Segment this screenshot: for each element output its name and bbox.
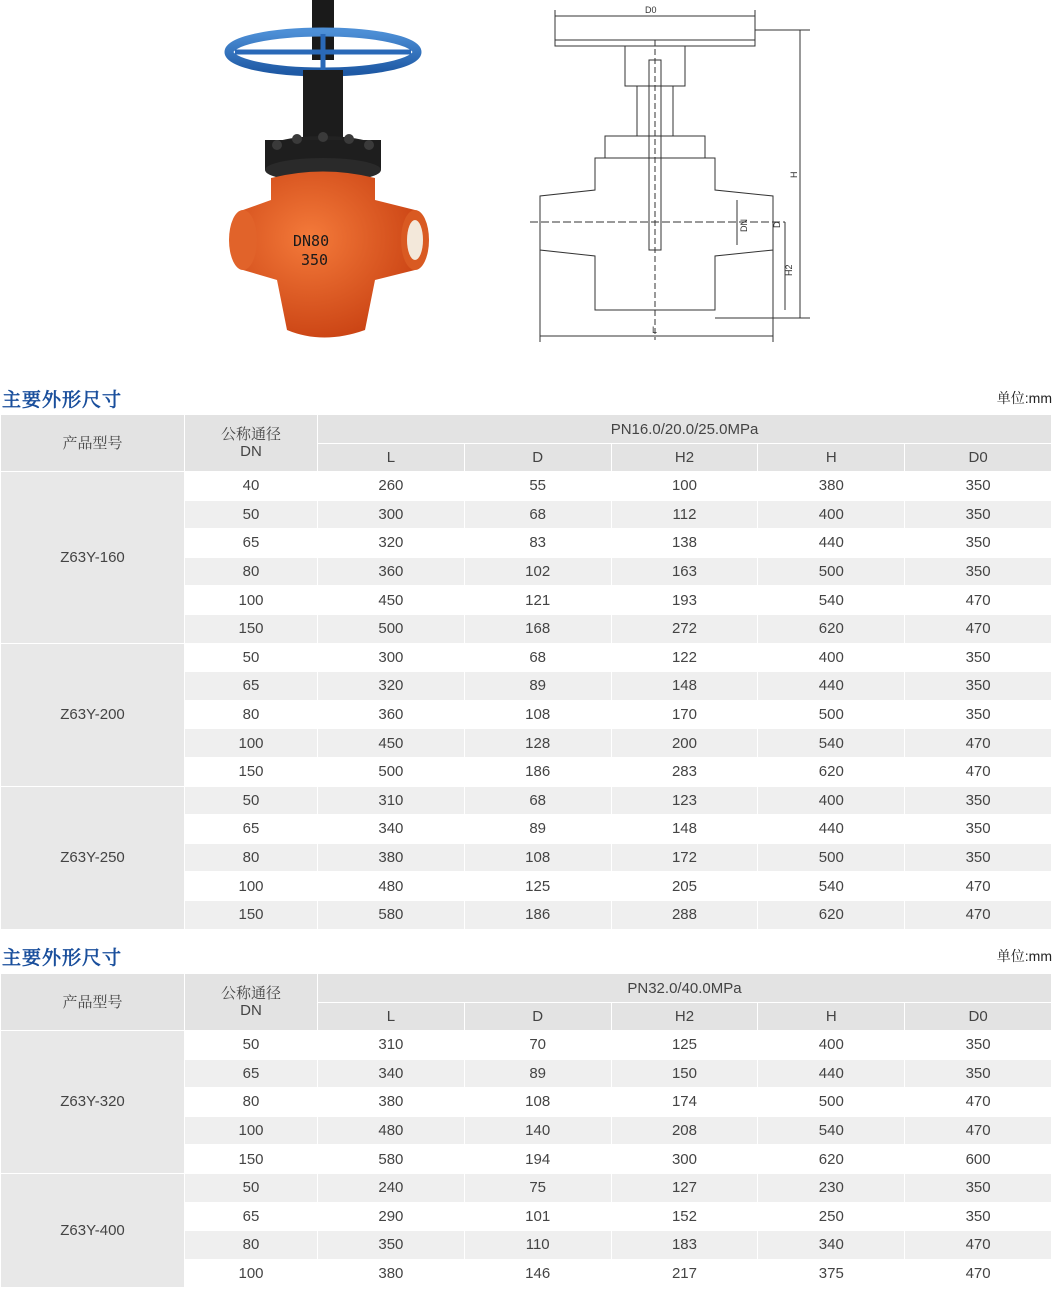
value-cell: 320 (318, 672, 465, 701)
dn-cell: 50 (185, 500, 318, 529)
value-cell: 112 (611, 500, 758, 529)
table-row (1, 786, 1052, 815)
dn-cell: 80 (185, 700, 318, 729)
value-cell: 380 (318, 1259, 465, 1288)
value-cell: 168 (464, 614, 611, 643)
value-cell: 283 (611, 757, 758, 786)
dn-cell: 65 (185, 815, 318, 844)
dn-cell: 50 (185, 786, 318, 815)
value-cell: 470 (905, 729, 1052, 758)
header-col-h: H (758, 1003, 905, 1031)
value-cell: 350 (318, 1231, 465, 1260)
table-row (1, 1031, 1052, 1060)
header-col-d: D (464, 1003, 611, 1031)
header-col-d: D (464, 444, 611, 472)
value-cell: 540 (758, 586, 905, 615)
value-cell: 200 (611, 729, 758, 758)
header-col-h: H (758, 444, 905, 472)
value-cell: 500 (758, 1088, 905, 1117)
value-cell: 110 (464, 1231, 611, 1260)
value-cell: 470 (905, 586, 1052, 615)
value-cell: 375 (758, 1259, 905, 1288)
unit-label-1: 单位:mm (996, 390, 1052, 406)
value-cell: 260 (318, 472, 465, 501)
unit-label-2: 单位:mm (996, 948, 1052, 964)
dn-cell: 100 (185, 586, 318, 615)
value-cell: 470 (905, 614, 1052, 643)
value-cell: 172 (611, 843, 758, 872)
value-cell: 440 (758, 815, 905, 844)
value-cell: 300 (318, 643, 465, 672)
value-cell: 152 (611, 1202, 758, 1231)
value-cell: 108 (464, 1088, 611, 1117)
value-cell: 350 (905, 843, 1052, 872)
photo-marking-dn: DN80 (293, 232, 330, 250)
value-cell: 480 (318, 872, 465, 901)
value-cell: 240 (318, 1173, 465, 1202)
value-cell: 400 (758, 1031, 905, 1060)
value-cell: 310 (318, 786, 465, 815)
section-title-1: 主要外形尺寸 (2, 390, 123, 411)
valve-drawing (525, 0, 825, 350)
value-cell: 350 (905, 529, 1052, 558)
value-cell: 101 (464, 1202, 611, 1231)
value-cell: 350 (905, 1031, 1052, 1060)
value-cell: 350 (905, 1059, 1052, 1088)
value-cell: 470 (905, 1116, 1052, 1145)
value-cell: 580 (318, 1145, 465, 1174)
value-cell: 183 (611, 1231, 758, 1260)
value-cell: 380 (758, 472, 905, 501)
value-cell: 600 (905, 1145, 1052, 1174)
value-cell: 470 (905, 1088, 1052, 1117)
value-cell: 288 (611, 900, 758, 929)
value-cell: 350 (905, 500, 1052, 529)
value-cell: 123 (611, 786, 758, 815)
value-cell: 620 (758, 1145, 905, 1174)
table-row (1, 1173, 1052, 1202)
header-col-d0: D0 (905, 1003, 1052, 1031)
table-row (1, 643, 1052, 672)
header-dn: 公称通径 DN (185, 974, 318, 1031)
value-cell: 500 (318, 757, 465, 786)
value-cell: 470 (905, 900, 1052, 929)
value-cell: 620 (758, 614, 905, 643)
value-cell: 310 (318, 1031, 465, 1060)
photo-marking-pn: 350 (301, 251, 329, 269)
dimension-table-2 (0, 973, 1052, 1288)
header-pressure: PN32.0/40.0MPa (318, 974, 1052, 1003)
dn-cell: 150 (185, 1145, 318, 1174)
value-cell: 450 (318, 729, 465, 758)
label-h2: H2 (784, 264, 794, 276)
value-cell: 540 (758, 1116, 905, 1145)
value-cell: 360 (318, 557, 465, 586)
dn-cell: 80 (185, 843, 318, 872)
value-cell: 360 (318, 700, 465, 729)
value-cell: 89 (464, 815, 611, 844)
dn-cell: 100 (185, 1259, 318, 1288)
product-figure (0, 0, 1052, 372)
dn-cell: 50 (185, 643, 318, 672)
value-cell: 55 (464, 472, 611, 501)
value-cell: 300 (318, 500, 465, 529)
dn-cell: 80 (185, 557, 318, 586)
value-cell: 620 (758, 900, 905, 929)
value-cell: 170 (611, 700, 758, 729)
dimension-table-1 (0, 414, 1052, 930)
dn-cell: 65 (185, 672, 318, 701)
value-cell: 125 (464, 872, 611, 901)
value-cell: 208 (611, 1116, 758, 1145)
table-row (1, 472, 1052, 501)
value-cell: 320 (318, 529, 465, 558)
value-cell: 350 (905, 1202, 1052, 1231)
value-cell: 290 (318, 1202, 465, 1231)
dn-cell: 100 (185, 872, 318, 901)
label-l: L (652, 325, 658, 335)
value-cell: 205 (611, 872, 758, 901)
value-cell: 102 (464, 557, 611, 586)
value-cell: 400 (758, 500, 905, 529)
value-cell: 440 (758, 1059, 905, 1088)
value-cell: 470 (905, 1259, 1052, 1288)
dn-cell: 50 (185, 1031, 318, 1060)
value-cell: 148 (611, 672, 758, 701)
value-cell: 150 (611, 1059, 758, 1088)
model-cell: Z63Y-200 (1, 643, 185, 786)
value-cell: 108 (464, 700, 611, 729)
header-col-l: L (318, 1003, 465, 1031)
dn-cell: 100 (185, 729, 318, 758)
value-cell: 70 (464, 1031, 611, 1060)
value-cell: 127 (611, 1173, 758, 1202)
dn-cell: 150 (185, 757, 318, 786)
value-cell: 350 (905, 472, 1052, 501)
value-cell: 480 (318, 1116, 465, 1145)
dn-cell: 65 (185, 529, 318, 558)
value-cell: 148 (611, 815, 758, 844)
value-cell: 350 (905, 815, 1052, 844)
value-cell: 186 (464, 757, 611, 786)
value-cell: 350 (905, 557, 1052, 586)
value-cell: 440 (758, 672, 905, 701)
value-cell: 125 (611, 1031, 758, 1060)
header-pressure: PN16.0/20.0/25.0MPa (318, 415, 1052, 444)
value-cell: 380 (318, 843, 465, 872)
value-cell: 470 (905, 872, 1052, 901)
model-cell: Z63Y-160 (1, 472, 185, 644)
value-cell: 75 (464, 1173, 611, 1202)
value-cell: 272 (611, 614, 758, 643)
value-cell: 122 (611, 643, 758, 672)
value-cell: 300 (611, 1145, 758, 1174)
value-cell: 108 (464, 843, 611, 872)
value-cell: 500 (758, 700, 905, 729)
value-cell: 68 (464, 786, 611, 815)
label-d0: D0 (645, 5, 657, 15)
value-cell: 121 (464, 586, 611, 615)
value-cell: 83 (464, 529, 611, 558)
dn-cell: 100 (185, 1116, 318, 1145)
header-model: 产品型号 (1, 415, 185, 472)
value-cell: 400 (758, 643, 905, 672)
model-cell: Z63Y-400 (1, 1173, 185, 1287)
value-cell: 500 (758, 843, 905, 872)
value-cell: 470 (905, 1231, 1052, 1260)
value-cell: 89 (464, 672, 611, 701)
value-cell: 163 (611, 557, 758, 586)
value-cell: 450 (318, 586, 465, 615)
value-cell: 340 (318, 815, 465, 844)
value-cell: 68 (464, 500, 611, 529)
value-cell: 68 (464, 643, 611, 672)
value-cell: 128 (464, 729, 611, 758)
value-cell: 186 (464, 900, 611, 929)
valve-photo (215, 0, 445, 350)
value-cell: 140 (464, 1116, 611, 1145)
value-cell: 350 (905, 672, 1052, 701)
value-cell: 540 (758, 729, 905, 758)
dn-cell: 65 (185, 1059, 318, 1088)
value-cell: 400 (758, 786, 905, 815)
dn-cell: 40 (185, 472, 318, 501)
value-cell: 500 (318, 614, 465, 643)
value-cell: 350 (905, 643, 1052, 672)
model-cell: Z63Y-320 (1, 1031, 185, 1174)
value-cell: 138 (611, 529, 758, 558)
value-cell: 146 (464, 1259, 611, 1288)
value-cell: 100 (611, 472, 758, 501)
value-cell: 250 (758, 1202, 905, 1231)
value-cell: 470 (905, 757, 1052, 786)
value-cell: 230 (758, 1173, 905, 1202)
label-dn: DN (739, 219, 749, 232)
label-h: H (789, 171, 799, 178)
model-cell: Z63Y-250 (1, 786, 185, 929)
header-model: 产品型号 (1, 974, 185, 1031)
value-cell: 350 (905, 700, 1052, 729)
dn-cell: 80 (185, 1231, 318, 1260)
header-col-d0: D0 (905, 444, 1052, 472)
value-cell: 194 (464, 1145, 611, 1174)
value-cell: 620 (758, 757, 905, 786)
header-col-l: L (318, 444, 465, 472)
section-title-2: 主要外形尺寸 (2, 948, 123, 969)
value-cell: 500 (758, 557, 905, 586)
value-cell: 193 (611, 586, 758, 615)
value-cell: 340 (318, 1059, 465, 1088)
dn-cell: 80 (185, 1088, 318, 1117)
value-cell: 217 (611, 1259, 758, 1288)
dn-cell: 150 (185, 614, 318, 643)
value-cell: 174 (611, 1088, 758, 1117)
dn-cell: 50 (185, 1173, 318, 1202)
label-d: D (772, 221, 782, 228)
dn-cell: 65 (185, 1202, 318, 1231)
value-cell: 89 (464, 1059, 611, 1088)
value-cell: 380 (318, 1088, 465, 1117)
value-cell: 340 (758, 1231, 905, 1260)
value-cell: 440 (758, 529, 905, 558)
value-cell: 350 (905, 1173, 1052, 1202)
value-cell: 350 (905, 786, 1052, 815)
dn-cell: 150 (185, 900, 318, 929)
header-dn: 公称通径 DN (185, 415, 318, 472)
value-cell: 540 (758, 872, 905, 901)
value-cell: 580 (318, 900, 465, 929)
header-col-h2: H2 (611, 444, 758, 472)
header-col-h2: H2 (611, 1003, 758, 1031)
